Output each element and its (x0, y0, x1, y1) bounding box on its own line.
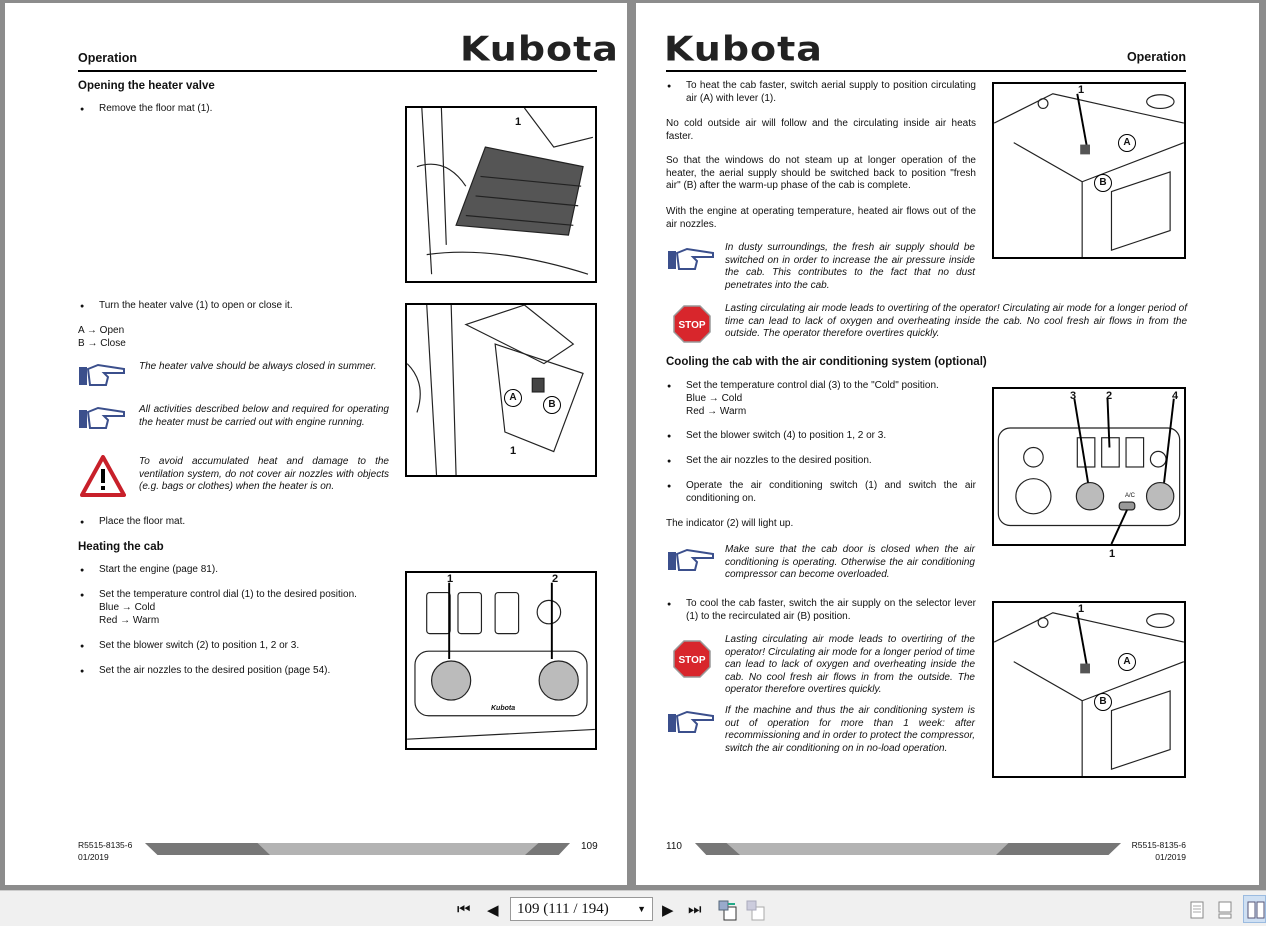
viewer-toolbar (0, 890, 1266, 926)
paragraph: No cold outside air will follow and the circulating inside air heats faster. (666, 118, 976, 142)
page-109 (5, 3, 627, 885)
position-b: B → Close (78, 338, 126, 349)
header-rule (666, 70, 1186, 72)
pointing-hand-icon (667, 245, 715, 273)
callout-1: 1 (1109, 548, 1116, 560)
pointing-hand-icon (667, 708, 715, 736)
pointing-hand-icon (78, 361, 126, 389)
pointing-hand-icon (78, 404, 126, 432)
blue-cold: Blue → Cold (686, 393, 743, 404)
note: Make sure that the cab door is closed when the air conditioning is operating. Otherwise the air conditioning compressor can become overloaded. (725, 544, 975, 581)
page-number: 110 (666, 841, 682, 852)
ac-label: A/C (1125, 493, 1136, 499)
note: In dusty surroundings, the fresh air supply should be switched on in order to increase the air pressure inside the cab. This contributes to the fact that no dust penetrates into the cab. (725, 242, 975, 291)
callout-b: B (1094, 693, 1112, 711)
callout-2: 2 (552, 573, 559, 585)
callout-1: 1 (515, 116, 522, 128)
stop-warning: Lasting circulating air mode leads to overtiring of the operator! Circulating air mode for a longer period of time can lead to lack of oxygen and overheating inside the cab. No cool fresh air flows in from the outside. The operator therefore overtires quickly. (725, 634, 975, 696)
section-title: Cooling the cab with the air conditioning system (optional) (666, 356, 987, 368)
bullet: ● Set the temperature control dial (1) to the desired position. (99, 589, 357, 602)
stop-sign-icon (673, 305, 711, 343)
callout-b: B (543, 396, 561, 414)
note: The heater valve should be always closed in summer. (139, 361, 377, 372)
note: If the machine and thus the air conditioning system is out of operation for more than 1 week: after recommissioning and in order to protect the compressor, switch the air conditioning on in no-load operation. (725, 705, 975, 754)
callout-3: 3 (1070, 390, 1077, 402)
page-number: 109 (581, 841, 598, 852)
paragraph: With the engine at operating temperature, heated air flows out of the air nozzles. (666, 206, 976, 230)
warning-text: To avoid accumulated heat and damage to the ventilation system, do not cover air nozzles with objects (e.g. bags or clothes) when the heater is on. (139, 456, 389, 493)
figure-heater-valve (405, 303, 597, 477)
figure-air-lever (992, 82, 1186, 259)
doc-id: R5515-8135-6 (1131, 840, 1186, 850)
bullet: ● Turn the heater valve (1) to open or close it. (99, 300, 293, 313)
header-rule (78, 70, 597, 72)
callout-a: A (504, 389, 522, 407)
callout-b: B (1094, 174, 1112, 192)
page-select[interactable] (510, 897, 653, 921)
facing-pages-view-button[interactable] (1243, 895, 1266, 923)
page-110 (636, 3, 1259, 885)
callout-1: 1 (1078, 84, 1085, 96)
blue-cold: Blue → Cold (99, 602, 156, 613)
single-page-view-icon[interactable] (1190, 901, 1204, 919)
page-select-value: 109 (111 / 194) (517, 901, 609, 917)
callout-2: 2 (1106, 390, 1113, 402)
figure-heater-controls (405, 571, 597, 750)
first-page-button[interactable]: ⏮ (457, 901, 471, 918)
warning-triangle-icon (80, 455, 126, 497)
callout-1: 1 (447, 573, 454, 585)
footer-bar-segment (145, 843, 270, 855)
doc-id: R5515-8135-6 (78, 840, 133, 850)
facing-pages-icon (1247, 901, 1265, 919)
stop-warning: Lasting circulating air mode leads to overtiring of the operator! Circulating air mode for a longer period of time can lead to lack of oxygen and overheating inside the cab. No cool fresh air flows in from the outside. The operator therefore overtires quickly. (725, 303, 1187, 340)
bullet: ● Operate the air conditioning switch (1) and switch the air conditioning on. (686, 480, 976, 505)
svg-text:STOP: STOP (678, 320, 706, 331)
kubota-logo: Kubota (664, 29, 823, 69)
note: All activities described below and required for operating the heater must be carried out with engine running. (139, 404, 389, 428)
bullet: ● Place the floor mat. (99, 516, 185, 529)
chevron-down-icon: ▼ (637, 904, 646, 914)
callout-a: A (1118, 134, 1136, 152)
section-title: Heating the cab (78, 541, 164, 553)
continuous-view-icon[interactable] (1218, 901, 1232, 919)
figure-air-lever-recirculate (992, 601, 1186, 778)
paragraph: The indicator (2) will light up. (666, 518, 794, 529)
stop-sign-icon (673, 640, 711, 678)
red-warm: Red → Warm (99, 615, 160, 626)
bullet: ● Start the engine (page 81). (99, 564, 218, 577)
callout-4: 4 (1172, 390, 1179, 402)
bullet: ● Set the blower switch (2) to position 1, 2 or 3. (99, 640, 299, 653)
next-page-button[interactable]: ▶ (662, 902, 674, 919)
callout-a: A (1118, 653, 1136, 671)
go-back-view-icon[interactable] (717, 899, 739, 921)
bullet: ● Set the air nozzles to the desired position (page 54). (99, 665, 330, 678)
position-a: A → Open (78, 325, 125, 336)
bullet: ● To cool the cab faster, switch the air supply on the selector lever (1) to the recirculated air (B) position. (686, 598, 976, 623)
previous-page-button[interactable]: ◀ (487, 902, 499, 919)
doc-date: 01/2019 (78, 852, 109, 862)
last-page-button[interactable]: ⏭ (688, 901, 702, 918)
red-warm: Red → Warm (686, 406, 747, 417)
kubota-logo: Kubota (460, 29, 619, 69)
section-header: Operation (78, 51, 138, 65)
figure-floor-mat (405, 106, 597, 283)
paragraph: So that the windows do not steam up at longer operation of the heater, the aerial supply should be switched back to position "fresh air" (B) after the warm-up phase of the cab is complete. (666, 155, 976, 192)
go-forward-view-icon[interactable] (745, 899, 767, 921)
bullet: ● Set the blower switch (4) to position 1, 2 or 3. (686, 430, 886, 443)
bullet: ● Set the air nozzles to the desired position. (686, 455, 872, 468)
section-title: Opening the heater valve (78, 80, 215, 92)
svg-text:STOP: STOP (678, 655, 706, 666)
doc-date: 01/2019 (1155, 852, 1186, 862)
callout-1: 1 (510, 445, 517, 457)
bullet: ● To heat the cab faster, switch aerial supply to position circulating air (A) with lever (1). (686, 80, 976, 105)
figure-ac-controls (992, 387, 1186, 546)
pointing-hand-icon (667, 546, 715, 574)
footer-bar-segment (996, 843, 1121, 855)
bullet: ● Remove the floor mat (1). (99, 103, 212, 116)
section-header: Operation (1126, 50, 1186, 64)
panel-brand: Kubota (491, 705, 516, 712)
bullet: ● Set the temperature control dial (3) to the "Cold" position. (686, 380, 939, 393)
callout-1: 1 (1078, 603, 1085, 615)
